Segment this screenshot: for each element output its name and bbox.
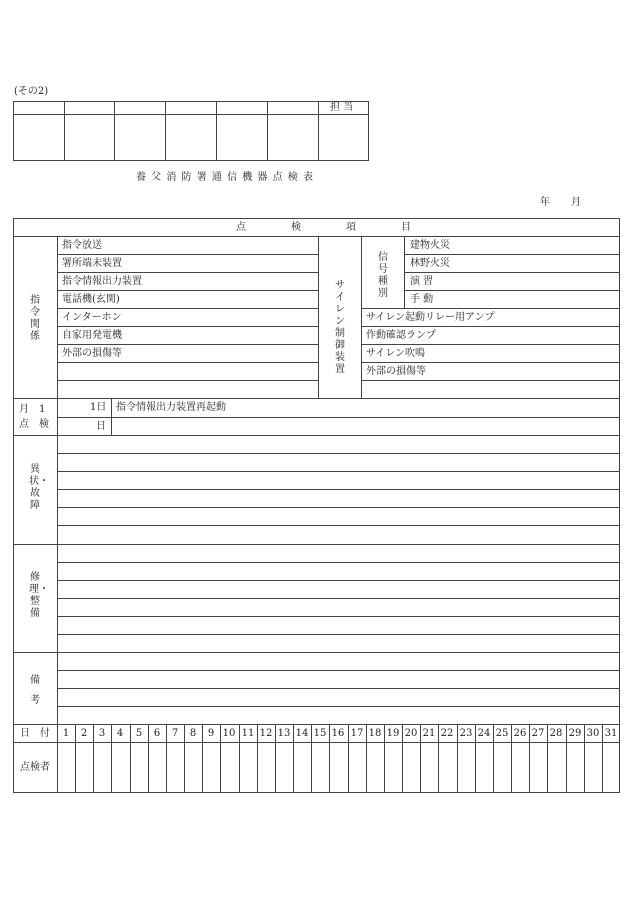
day-number: 16 [331,728,345,739]
day-number: 19 [386,728,400,739]
day-number: 29 [568,728,582,739]
day-number: 24 [477,728,491,739]
month-label: 月 [571,197,581,208]
day-number: 18 [368,728,382,739]
day-number: 7 [171,728,179,739]
day-number: 14 [295,728,309,739]
inspection-items-header: 点 検 項 目 [236,222,412,233]
day-number: 15 [313,728,327,739]
day-number: 27 [531,728,545,739]
list-item: 作動確認ランプ [366,330,436,341]
day-number: 8 [189,728,197,739]
date-row-label: 日 付 [20,728,50,739]
list-item: 電話機(玄関) [62,294,120,305]
list-item: 手 動 [410,294,434,305]
day-number: 30 [586,728,600,739]
day-number: 4 [116,728,124,739]
list-item: 林野火災 [410,258,450,269]
day-number: 1 [62,728,70,739]
day-number: 9 [207,728,215,739]
day-number: 20 [404,728,418,739]
day-number: 10 [222,728,236,739]
day-number: 17 [350,728,364,739]
assignee-label: 担 当 [330,102,354,113]
monthly-check-label: 月 1 [19,404,46,415]
day-number: 28 [549,728,563,739]
list-item: 指令放送 [62,240,102,251]
day-number: 31 [604,728,618,739]
day-number: 21 [422,728,436,739]
day-number: 5 [135,728,143,739]
list-item: 自家用発電機 [62,330,122,341]
monthly-check-day-blank: 日 [96,421,106,432]
day-number: 13 [277,728,291,739]
list-item: 建物火災 [410,240,450,251]
command-section-label: 指令関係 [30,295,40,342]
day-number: 25 [495,728,509,739]
siren-section-label: サイレン制御装置 [335,280,345,375]
list-item: サイレン吹鳴 [366,348,426,359]
day-number: 26 [513,728,527,739]
monthly-check-label-sub: 点 検 [19,419,49,430]
inspector-row-label: 点検者 [20,762,50,773]
year-label: 年 [540,197,550,208]
signal-type-label: 信号種別 [378,252,388,299]
list-item: 外部の損傷等 [366,366,426,377]
abnormality-label: 異状・故障 [29,464,49,511]
page-label: (その2) [14,86,49,97]
list-item: 外部の損傷等 [62,348,122,359]
list-item: 演 習 [410,276,434,287]
day-number: 11 [241,728,255,739]
monthly-check-task: 指令情報出力装置再起動 [116,402,226,413]
day-number: 3 [98,728,106,739]
list-item: 指令情報出力装置 [62,276,142,287]
day-number: 12 [259,728,273,739]
list-item: サイレン起動リレー用アンプ [366,312,495,323]
remarks-label: 備考 [30,675,40,706]
day-number: 6 [153,728,161,739]
repair-label: 修理・整備 [29,572,49,619]
list-item: 署所端末装置 [62,258,122,269]
document-title: 養 父 消 防 署 通 信 機 器 点 検 表 [136,172,314,183]
monthly-check-day: 1日 [90,402,107,413]
day-number: 23 [459,728,473,739]
day-number: 2 [80,728,88,739]
day-number: 22 [440,728,454,739]
list-item: インターホン [62,312,122,323]
